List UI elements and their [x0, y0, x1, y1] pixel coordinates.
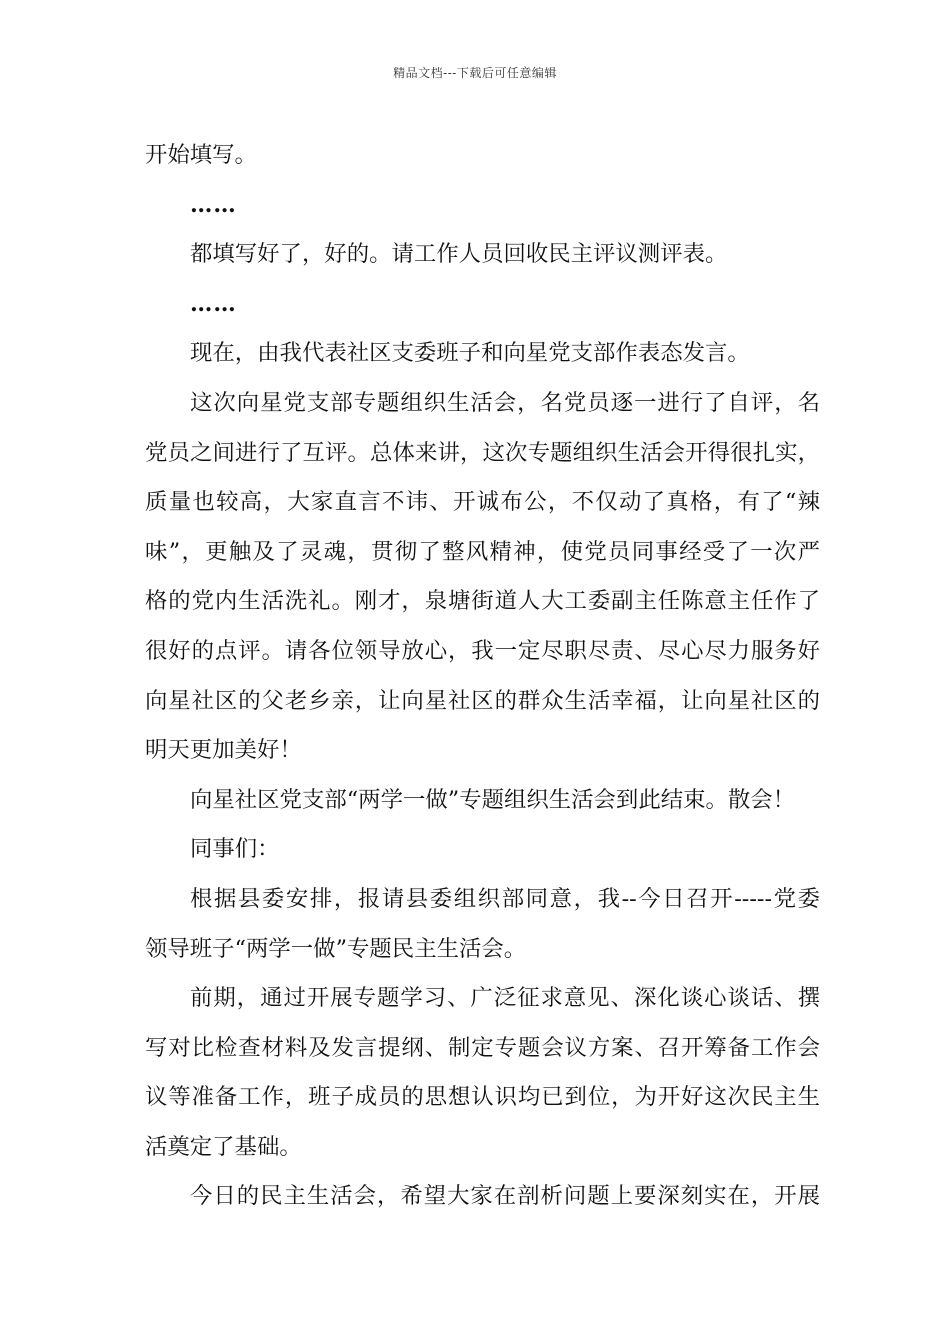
text-line: 开始填写。: [145, 142, 257, 168]
text-line: 格的党内生活洗礼。刚才，泉塘街道人大工委副主任陈意主任作了: [145, 588, 820, 615]
text-line: 今日的民主生活会，希望大家在剖析问题上要深刻实在，开展: [190, 1183, 820, 1210]
text-line: 现在，由我代表社区支委班子和向星党支部作表态发言。: [190, 340, 750, 367]
page-header: 精品文档---下载后可任意编辑: [393, 66, 557, 80]
text-line: 很好的点评。请各位领导放心，我一定尽职尽责、尽心尽力服务好: [145, 637, 820, 664]
text-line: 同事们：: [190, 836, 280, 863]
text-line: 质量也较高，大家直言不讳、开诚布公，不仅动了真格，有了“辣: [145, 489, 820, 516]
text-line: 这次向星党支部专题组织生活会，名党员逐一进行了自评，名: [190, 389, 820, 416]
text-line: 向星社区党支部“两学一做”专题组织生活会到此结束。散会！: [190, 786, 796, 813]
text-line: 写对比检查材料及发言提纲、制定专题会议方案、召开筹备工作会: [145, 1034, 820, 1061]
text-line: 议等准备工作，班子成员的思想认识均已到位，为开好这次民主生: [145, 1084, 820, 1111]
document-body: [145, 131, 820, 1222]
text-line: 根据县委安排，报请县委组织部同意，我--今日召开-----党委: [190, 885, 820, 912]
text-line: 党员之间进行了互评。总体来讲，这次专题组织生活会开得很扎实，: [145, 439, 820, 466]
text-line: 前期，通过开展专题学习、广泛征求意见、深化谈心谈话、撰: [190, 985, 820, 1012]
text-line: 向星社区的父老乡亲，让向星社区的群众生活幸福，让向星社区的: [145, 687, 820, 714]
ellipsis-line: ……: [190, 290, 237, 317]
ellipsis-line: ……: [190, 191, 237, 218]
text-line: 活奠定了基础。: [145, 1133, 302, 1160]
text-line: 都填写好了，好的。请工作人员回收民主评议测评表。: [190, 241, 728, 268]
text-line: 领导班子“两学一做”专题民主生活会。: [145, 935, 527, 962]
text-line: 明天更加美好！: [145, 737, 302, 764]
text-line: 味”，更触及了灵魂，贯彻了整风精神，使党员同事经受了一次严: [145, 538, 820, 565]
